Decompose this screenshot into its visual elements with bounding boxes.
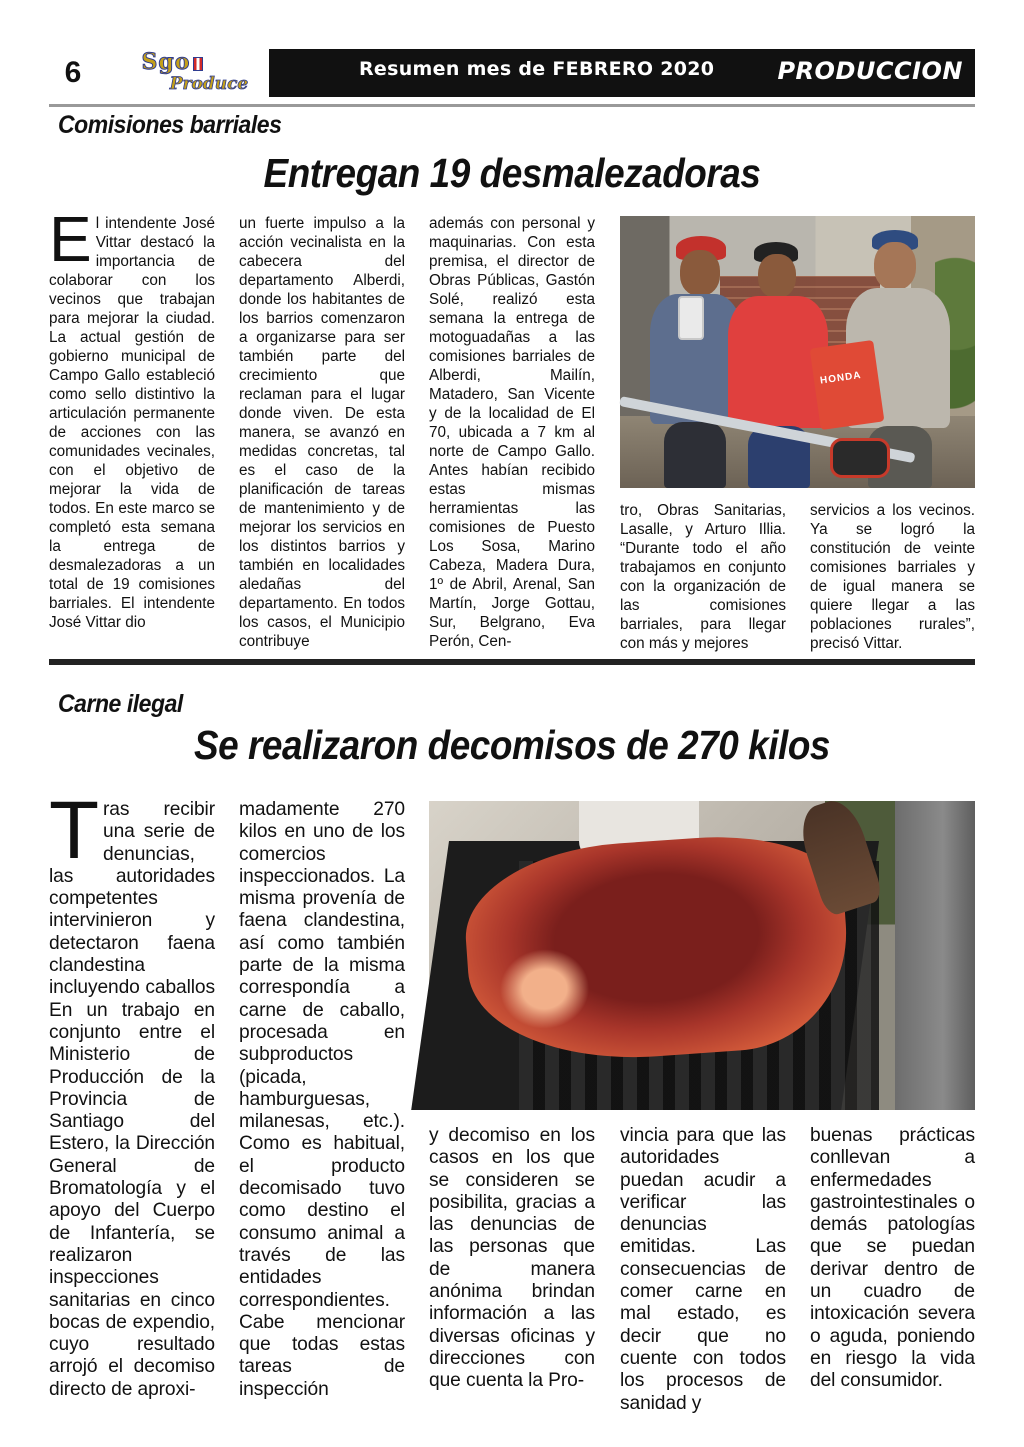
- logo-line-2: Produce: [169, 74, 249, 94]
- head: [758, 254, 796, 298]
- head: [874, 242, 916, 290]
- article-1-column-4: tro, Obras Sanitarias, Lasalle, y Arturo Illia. “Durante todo el año trabajamos en conjunto con la organización de las comisiones barriales, para llegar con más y mejores: [620, 502, 786, 652]
- article-1-column-2: un fuerte impulso a la acción vecinalista en la cabecera del departamento Alberdi, donde los habitantes de los barrios comenzaron a organizarse para ser también parte del crecimiento que reclaman para el lugar donde viven. De esta manera, se avanzó en medidas concretas, tal es el caso de la planificación de tareas de mantenimiento y de mejorar los servicios en los distintos barrios y también en localidades aledañas del departamento. En todos los casos, el Municipio contribuye: [239, 215, 405, 650]
- masthead-bar: [269, 49, 975, 97]
- masthead: [49, 49, 975, 97]
- article-1-kicker: Comisiones barriales: [58, 111, 282, 139]
- article-2-column-2: madamente 270 kilos en uno de los comercios inspeccionados. La misma provenía de faena clandestina, así como también parte de la misma correspondía a carne de caballo, procesada en subproductos (picada, hamburguesas, milanesas, etc.). Como es habitual, el producto decomisado tuvo como destino el consumo animal a través de las entidades correspondientes. Cabe mencionar que todas estas tareas de inspección: [239, 799, 405, 1400]
- section-divider: [49, 659, 975, 665]
- inspector-leg: [895, 801, 975, 1110]
- article-1-column-1: [49, 203, 215, 654]
- trousers: [664, 422, 726, 488]
- article-2-dropcap: T: [49, 785, 99, 876]
- honda-bag: [810, 340, 885, 430]
- bottle: [678, 296, 704, 340]
- fat-edge: [497, 946, 592, 1032]
- page-number: 6: [64, 56, 82, 89]
- article-1-dropcap: E: [49, 203, 92, 275]
- article-2-column-3: y decomiso en los casos en los que se consideren se posibilita, gracias a las denuncias de las personas que de manera anónima brindan información a las diversas oficinas y direcciones con que cuenta la Pro-: [429, 1125, 595, 1392]
- masthead-rule: [49, 104, 975, 107]
- article-2-column-4: vincia para que las autoridades puedan acudir a verificar las denuncias emitidas. Las consecuencias de comer carne en mal estado, es decir que no cuente con todos los procesos de sanidad y: [620, 1125, 786, 1414]
- article-1-headline: Entregan 19 desmalezadoras: [263, 150, 761, 196]
- article-2-headline: Se realizaron decomisos de 270 kilos: [193, 722, 830, 768]
- article-1-column-3: además con personal y maquinarias. Con esta premisa, el director de Obras Públicas, Gastón Solé, realizó esta semana la entrega de motoguadañas a las comisiones barriales de Alberdi, Mailín, Matadero, San Vicente y de la localidad de El 70, ubicada a 7 km al norte de Campo Gallo. Antes habían recibido estas mismas herramientas las comisiones de Puesto Los Sosa, Marino Cabeza, Madera Dura, 1º de Abril, Arenal, San Martín, Jorge Gottau, Sur, Belgrano, Eva Perón, Cen-: [429, 215, 595, 650]
- article-1-column-1-text: l intendente José Vittar destacó la importancia de colaborar con los vecinos que trabajan para mejorar la ciudad. La actual gestión de gobierno municipal de Campo Gallo estableció como sello distintivo la articulación permanente de acciones con las comunidades vecinales, con el objetivo de mejorar la vida de todos. En este marco se completó esta semana la entrega de desmalezadoras a un total de 19 comisiones barriales. El intendente José Vittar dio: [49, 215, 215, 631]
- person-left: [640, 236, 740, 488]
- article-2-column-1-text: ras recibir una serie de denuncias, las autoridades competentes intervinieron y detectaron faena clandestina incluyendo caballos En un trabajo en conjunto entre el Ministerio de Producción de la Provincia de Santiago del Estero, la Dirección General de Bromatología y el apoyo del Cuerpo de Infantería, se realizaron inspecciones sanitarias en cinco bocas de expendio, cuyo resultado arrojó el decomiso directo de aproxi-: [49, 799, 215, 1400]
- logo-line-1: Sgo: [141, 49, 191, 75]
- bag-label: HONDA: [819, 369, 863, 387]
- section-label: PRODUCCION: [777, 57, 963, 85]
- article-2-column-1: [49, 785, 215, 1400]
- article-1-column-5: servicios a los vecinos. Ya se logró la constitución de veinte comisiones barriales y de igual manera se quiere llegar a las poblaciones rurales”, precisó Vittar.: [810, 502, 975, 652]
- photo-motoguadana-handover: [620, 216, 975, 488]
- article-2-kicker: Carne ilegal: [58, 690, 183, 718]
- article-2-column-5: buenas prácticas conllevan a enfermedades gastrointestinales o demás patologías que se puedan derivar dentro de un cuadro de intoxicación severa o aguda, poniendo en riesgo la vida del consumidor.: [810, 1125, 975, 1392]
- flag-icon: [193, 57, 203, 71]
- issue-label: Resumen mes de FEBRERO 2020: [359, 58, 715, 80]
- photo-confiscated-meat: [429, 801, 975, 1110]
- head: [680, 250, 720, 296]
- brushcutter-engine: [830, 438, 890, 478]
